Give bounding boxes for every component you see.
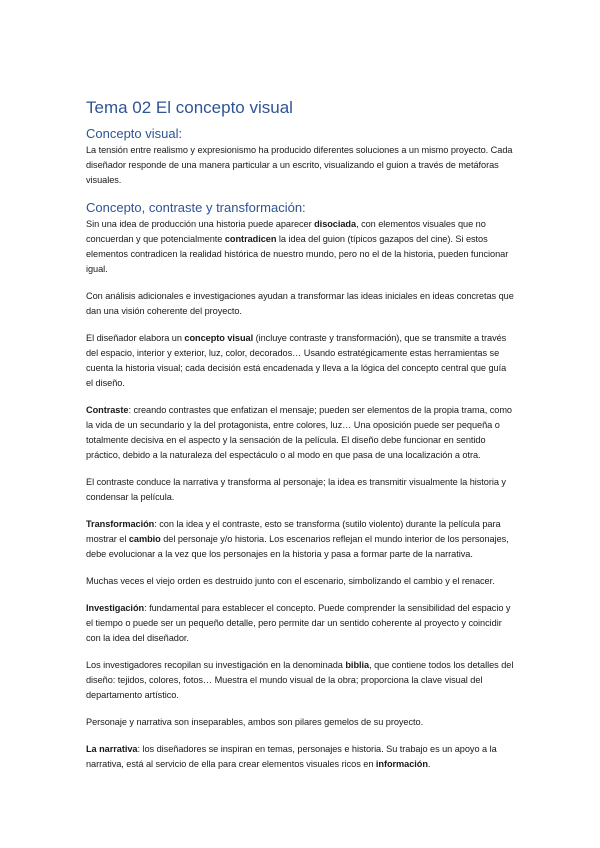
text-run: La tensión entre realismo y expresionismo ha producido diferentes soluciones a un mismo proyecto. Cada diseñador responde de una manera particular a un escrito, visualizando el guion a través de metáforas visuales. [86,145,513,185]
paragraph [86,403,514,463]
paragraph [86,143,514,188]
text-run: : con la idea y el contraste, esto se transforma (sutilo violento) durante la película para mostrar el [86,519,501,544]
text-run: la idea del guion (típicos gazapos del cine). Si estos elementos contradicen la realidad histórica de nuestro mundo, pero no el de la historia, pueden funcionar igual. [86,234,509,274]
bold-text: Investigación [86,603,145,613]
text-run: del personaje y/o historia. Los escenarios reflejan el mundo interior de los personajes, debe evolucionar a la vez que los personajes en la historia y pasa a formar parte de la narrativa. [86,534,509,559]
section-body [86,217,514,772]
bold-text: Contraste [86,405,129,415]
text-run: Los investigadores recopilan su investigación en la denominada [86,660,346,670]
paragraph [86,475,514,505]
text-run: El diseñador elabora un [86,333,185,343]
text-run: Personaje y narrativa son inseparables, ambos son pilares gemelos de su proyecto. [86,717,424,727]
text-run: Con análisis adicionales e investigaciones ayudan a transformar las ideas iniciales en ideas concretas que dan una visión coherente del proyecto. [86,291,514,316]
text-run: El contraste conduce la narrativa y transforma al personaje; la idea es transmitir visualmente la historia y condensar la película. [86,477,506,502]
paragraph [86,289,514,319]
text-run: : fundamental para establecer el concepto. Puede comprender la sensibilidad del espacio y el tiempo o puede ser un pequeño detalle, pero permite dar un sentido coherente al proyecto y coincidir con la idea del diseñador. [86,603,511,643]
document-title: Tema 02 El concepto visual [86,98,293,117]
paragraph [86,517,514,562]
bold-text: información [375,759,428,769]
section-body [86,143,514,188]
bold-text: contradicen [224,234,277,244]
paragraph [86,574,514,589]
text-run: Sin una idea de producción una historia puede aparecer [86,219,315,229]
text-run: : creando contrastes que enfatizan el mensaje; pueden ser elementos de la propia trama, como la vida de un secundario y la del protagonista, entre colores, luz… Una oposición puede ser pequeña o totalmente decisiva en el aspecto y la sensación de la película. El diseño debe funcionar en sentido práctico, debido a la naturaleza del espectáculo o al modo en que pasa de una localización a otra. [86,405,512,460]
paragraph [86,658,514,703]
text-run: , con elementos visuales que no concuerdan y que potencialmente [86,219,486,244]
paragraph [86,331,514,391]
section-heading-concepto-contraste: Concepto, contraste y transformación: [86,200,306,215]
text-run: : los diseñadores se inspiran en temas, personajes e historia. Su trabajo es un apoyo a la narrativa, está al servicio de ella para crear elementos visuales ricos en [86,744,497,769]
text-run: , que contiene todos los detalles del diseño: tejidos, colores, fotos… Muestra el mundo visual de la obra; proporciona la clave visual del departamento artístico. [86,660,514,700]
paragraph [86,601,514,646]
bold-text: Transformación [86,519,155,529]
text-run: Muchas veces el viejo orden es destruido junto con el escenario, simbolizando el cambio y el renacer. [86,576,495,586]
paragraph [86,217,514,277]
bold-text: concepto visual [184,333,254,343]
bold-text: disociada [314,219,357,229]
section-heading-concepto-visual: Concepto visual: [86,126,183,141]
paragraph [86,715,514,730]
bold-text: biblia [345,660,370,670]
text-run: (incluye contraste y transformación), que se transmite a través del espacio, interior y exterior, luz, color, decorados… Usando estratégicamente estas herramientas se cuenta la historia visual; cada decisión está encadenada y lleva a la lógica del concepto central que guía el diseño. [86,333,507,388]
bold-text: cambio [128,534,161,544]
bold-text: La narrativa [86,744,138,754]
text-run: . [427,759,431,769]
paragraph [86,742,514,772]
